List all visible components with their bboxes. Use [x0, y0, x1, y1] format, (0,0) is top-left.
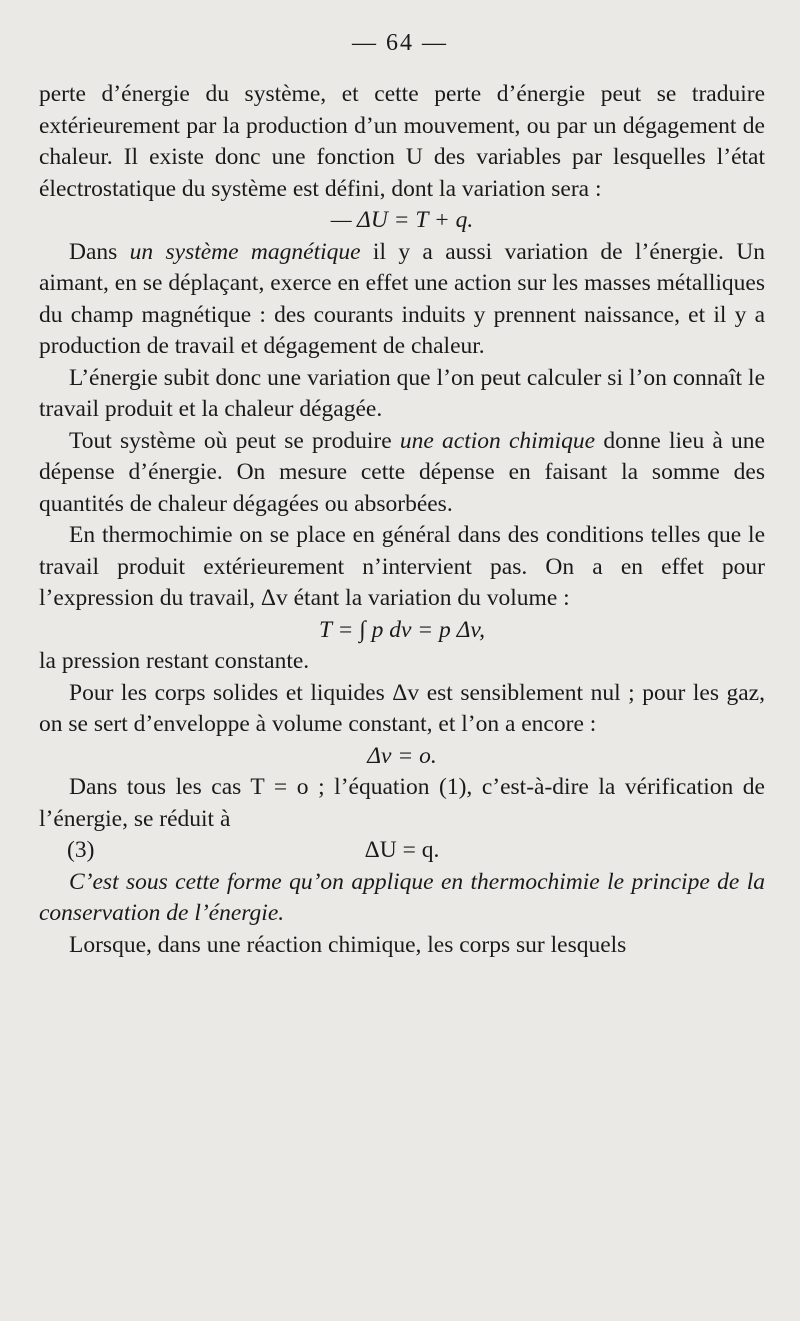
equation-2-text: T = ∫ p dv = p Δv, — [319, 616, 485, 643]
paragraph-4-start: Tout système où peut se produire — [69, 427, 400, 454]
paragraph-2-end: il y a aussi variation de l’énergie. Un aimant, en se déplaçant, exerce en effet une action sur les masses métalliques du champ magnétique : des courants induits y prennent naissance, et il y a production de travail et dégagement de chaleur. — [39, 238, 765, 359]
equation-1 — [39, 205, 765, 237]
page-number: — 64 — — [352, 30, 448, 56]
paragraph-2-emphasis: un système magnétique — [129, 238, 361, 265]
paragraph-6: la pression restant constante. — [39, 648, 310, 674]
paragraph-4-emphasis: une action chimique — [399, 427, 596, 454]
equation-4 — [39, 835, 765, 867]
body-text — [39, 79, 765, 961]
paragraph-5: En thermochimie on se place en général dans des conditions telles que le travail produit extérieurement n’intervient pas. On a en effet pour l’expression du travail, Δv étant la variation du volume : — [39, 522, 765, 611]
paragraph-7: Pour les corps solides et liquides Δv est sensiblement nul ; pour les gaz, on se sert d’enveloppe à volume constant, et l’on a encore : — [39, 679, 765, 737]
paragraph-3: L’énergie subit donc une variation que l’on peut calculer si l’on connaît le travail produit et la chaleur dégagée. — [39, 364, 765, 422]
paragraph-2 — [39, 237, 765, 363]
paragraph-10: Lorsque, dans une réaction chimique, les corps sur lesquels — [69, 931, 627, 958]
equation-4-number: (3) — [67, 837, 95, 863]
equation-2 — [39, 615, 765, 647]
paragraph-8: Dans tous les cas T = o ; l’équation (1), c’est-à-dire la vérification de l’énergie, se réduit à — [39, 774, 765, 832]
paragraph-4 — [39, 426, 765, 521]
equation-3-text: Δv = o. — [367, 742, 437, 769]
paragraph-1: perte d’énergie du système, et cette perte d’énergie peut se traduire extérieurement par la production d’un mouvement, ou par un dégagement de chaleur. Il existe donc une fonction U des variables par lesquelles l’état électrostatique du système est défini, dont la variation sera : — [39, 81, 765, 202]
equation-3 — [39, 741, 765, 773]
equation-1-text: — ΔU = T + q. — [330, 207, 474, 233]
equation-4-text: ΔU = q. — [364, 837, 440, 863]
paragraph-4-end: donne lieu à une dépense d’énergie. On mesure cette dépense en faisant la somme des quantités de chaleur dégagées ou absorbées. — [39, 427, 765, 517]
paragraph-9: C’est sous cette forme qu’on applique en thermochimie le principe de la conservation de l’énergie. — [39, 868, 765, 926]
paragraph-2-start: Dans — [69, 238, 130, 265]
